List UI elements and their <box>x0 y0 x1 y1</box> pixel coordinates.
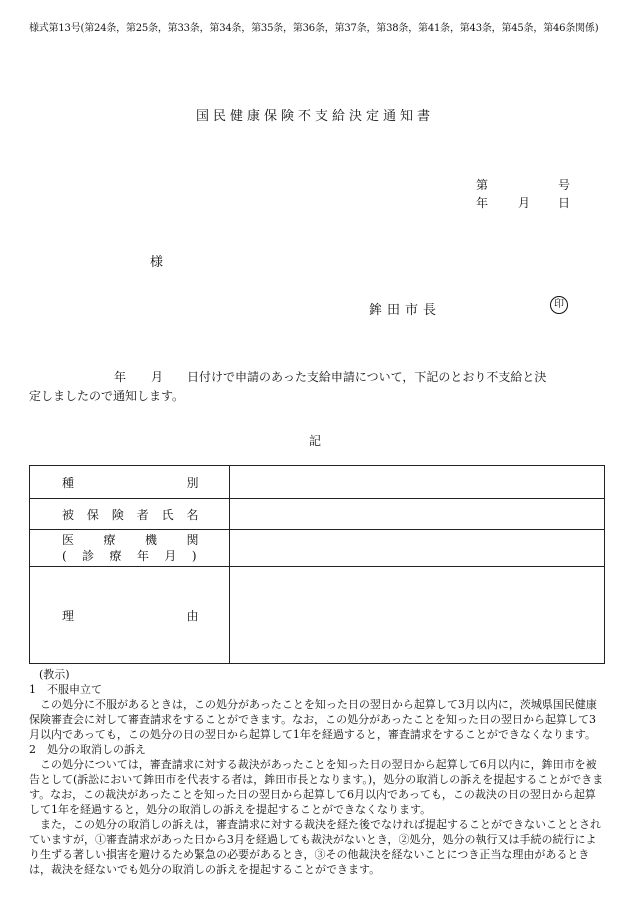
form-number: 様式第13号(第24条，第25条，第33条，第34条，第35条，第36条，第37条，第38条，第41条，第43条，第45条，第46条関係) <box>29 23 599 34</box>
document-title: 国民健康保険不支給決定通知書 <box>195 109 434 124</box>
notice-body <box>29 368 609 406</box>
date-day: 日 <box>558 196 571 210</box>
label-reason: 理 由 <box>30 567 230 664</box>
table-row <box>30 530 605 567</box>
date-month: 月 <box>518 196 531 210</box>
section1-text: この処分に不服があるときは，この処分があったことを知った日の翌日から起算して3月以内に，茨城県国民健康保険審査会に対して審査請求をすることができます。なお，この処分があったことを知った日の翌日から起算して3月以内であっても，この処分の日の翌日から起算して1年を経過すると，審査請求をすることができなくなります。 <box>29 698 597 741</box>
value-insured-name[interactable] <box>229 499 604 530</box>
notes-heading: (教示) <box>39 668 70 681</box>
info-table <box>29 465 605 664</box>
value-medical-institution[interactable] <box>229 530 604 567</box>
doc-number-prefix: 第 <box>476 178 489 192</box>
table-row <box>30 466 605 499</box>
doc-number-suffix: 号 <box>558 178 571 192</box>
section2-title: 2 処分の取消しの訴え <box>29 743 146 756</box>
body-line2: 定しましたので通知します。 <box>29 389 185 403</box>
label-insured-name: 被 保 険 者 氏 名 <box>30 499 230 530</box>
body-text: 日付けで申請のあった支給申請について，下記のとおり不支給と決 <box>187 370 547 384</box>
date-year: 年 <box>476 196 489 210</box>
section2-text2: また，この処分の取消しの訴えは，審査請求に対する裁決を経た後でなければ提起することができないこととされていますが，①審査請求があった日から3月を経過しても裁決がないとき，②処分，処分の執行又は手続の続行により生ずる著しい損害を避けるため緊急の必要があるとき，③その他裁決を経ないことにつき正当な理由があるときは，裁決を経ないでも処分の取消しの訴えを提起することができます。 <box>29 818 601 876</box>
body-month: 月 <box>151 370 164 384</box>
table-row <box>30 499 605 530</box>
value-type[interactable] <box>229 466 604 499</box>
issuer-name: 鉾田市長 <box>369 303 442 318</box>
body-year: 年 <box>114 370 127 384</box>
table-row <box>30 567 605 664</box>
recipient-suffix: 様 <box>150 255 164 270</box>
section2-text1: この処分については，審査請求に対する裁決があったことを知った日の翌日から起算して6月以内に，鉾田市を被告として(訴訟において鉾田市を代表する者は，鉾田市長となります。)，処分の取消しの訴えを提起することができます。なお，この裁決があったことを知った日の翌日から起算して6月以内であっても，この裁決の日の翌日から起算して1年を経過すると，処分の取消しの訴えを提起することができなくなります。 <box>29 758 604 816</box>
ki-heading: 記 <box>308 434 321 448</box>
notes-section <box>29 667 605 877</box>
seal-mark: 印 <box>550 296 568 314</box>
label-type: 種 別 <box>30 466 230 499</box>
section1-title: 1 不服申立て <box>29 683 102 696</box>
value-reason[interactable] <box>229 567 604 664</box>
label-medical-institution: 医 療 機 関 ( 診 療 年 月 ) <box>30 530 230 567</box>
